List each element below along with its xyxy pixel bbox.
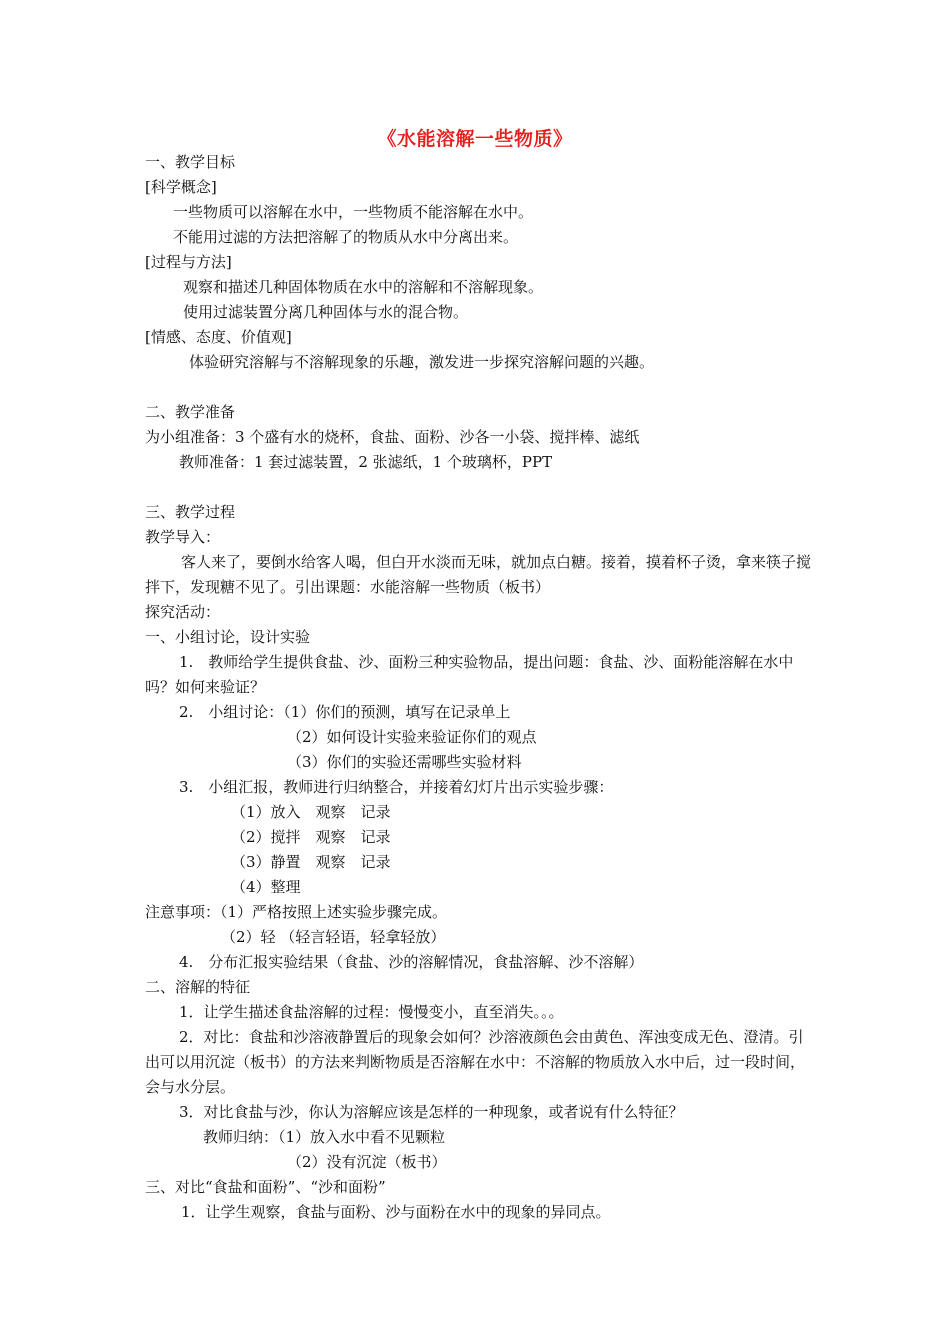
paragraph: 客人来了，要倒水给客人喝，但白开水淡而无味，就加点白糖。接着，摸着杯子烫，拿来筷子搅拌下，发现糖不见了。引出课题：水能溶解一些物质（板书） xyxy=(145,553,812,596)
list-item: （4）整理 xyxy=(231,878,301,896)
paragraph: 注意事项：（1）严格按照上述实验步骤完成。 xyxy=(145,903,448,921)
paragraph: 观察和描述几种固体物质在水中的溶解和不溶解现象。 xyxy=(183,278,544,296)
subsection-heading: [科学概念] xyxy=(145,178,217,196)
subsection-heading: [过程与方法] xyxy=(145,253,232,271)
list-item: 3．对比食盐与沙，你认为溶解应该是怎样的一种现象，或者说有什么特征？ xyxy=(179,1103,684,1121)
list-item: 3. 小组汇报，教师进行归纳整合，并接着幻灯片出示实验步骤： xyxy=(179,778,614,796)
paragraph: 为小组准备：3 个盛有水的烧杯，食盐、面粉、沙各一小袋、搅拌棒、滤纸 xyxy=(145,428,640,446)
paragraph: 不能用过滤的方法把溶解了的物质从水中分离出来。 xyxy=(173,228,519,246)
paragraph: 教师准备：1 套过滤装置，2 张滤纸，1 个玻璃杯，PPT xyxy=(179,453,553,471)
list-item: 1．让学生观察，食盐与面粉、沙与面粉在水中的现象的异同点。 xyxy=(181,1203,611,1221)
paragraph: （2）没有沉淀（板书） xyxy=(287,1153,447,1171)
paragraph: 探究活动： xyxy=(145,603,221,621)
paragraph: 一些物质可以溶解在水中，一些物质不能溶解在水中。 xyxy=(173,203,534,221)
list-item: 2．对比：食盐和沙溶液静置后的现象会如何？沙溶液颜色会由黄色、浑浊变成无色、澄清。引出可以用沉淀（板书）的方法来判断物质是否溶解在水中：不溶解的物质放入水中后，过一段时间，会与水分层。 xyxy=(145,1028,806,1096)
paragraph: 教学导入： xyxy=(145,528,221,546)
paragraph: 使用过滤装置分离几种固体与水的混合物。 xyxy=(183,303,469,321)
section-heading: 三、教学过程 xyxy=(145,503,236,521)
list-item: （2）搅拌 观察 记录 xyxy=(231,828,391,846)
list-item: （1）放入 观察 记录 xyxy=(231,803,391,821)
list-item: （3）你们的实验还需哪些实验材料 xyxy=(287,753,522,771)
section-heading: 一、教学目标 xyxy=(145,153,236,171)
document-title: 《水能溶解一些物质》 xyxy=(377,128,573,150)
document-body xyxy=(145,150,815,1225)
paragraph: 体验研究溶解与不溶解现象的乐趣，激发进一步探究溶解问题的兴趣。 xyxy=(189,353,655,371)
list-item: 2. 小组讨论：（1）你们的预测，填写在记录单上 xyxy=(179,703,511,721)
subsection-heading: [情感、态度、价值观] xyxy=(145,328,292,346)
spacer xyxy=(145,475,815,500)
list-item: （3）静置 观察 记录 xyxy=(231,853,391,871)
list-item: （2）如何设计实验来验证你们的观点 xyxy=(287,728,537,746)
spacer xyxy=(145,375,815,400)
section-heading: 二、溶解的特征 xyxy=(145,978,251,996)
list-item: 4. 分布汇报实验结果（食盐、沙的溶解情况，食盐溶解、沙不溶解） xyxy=(179,953,644,971)
section-heading: 一、小组讨论，设计实验 xyxy=(145,628,311,646)
section-heading: 二、教学准备 xyxy=(145,403,236,421)
paragraph: 教师归纳：（1）放入水中看不见颗粒 xyxy=(203,1128,446,1146)
list-item: 1. 教师给学生提供食盐、沙、面粉三种实验物品，提出问题：食盐、沙、面粉能溶解在水中吗？如何来验证？ xyxy=(145,653,794,696)
section-heading: 三、对比“食盐和面粉”、“沙和面粉” xyxy=(145,1178,386,1196)
list-item: （2）轻 （轻言轻语，轻拿轻放） xyxy=(221,928,446,946)
list-item: 1．让学生描述食盐溶解的过程：慢慢变小，直至消失。。。 xyxy=(179,1003,564,1021)
